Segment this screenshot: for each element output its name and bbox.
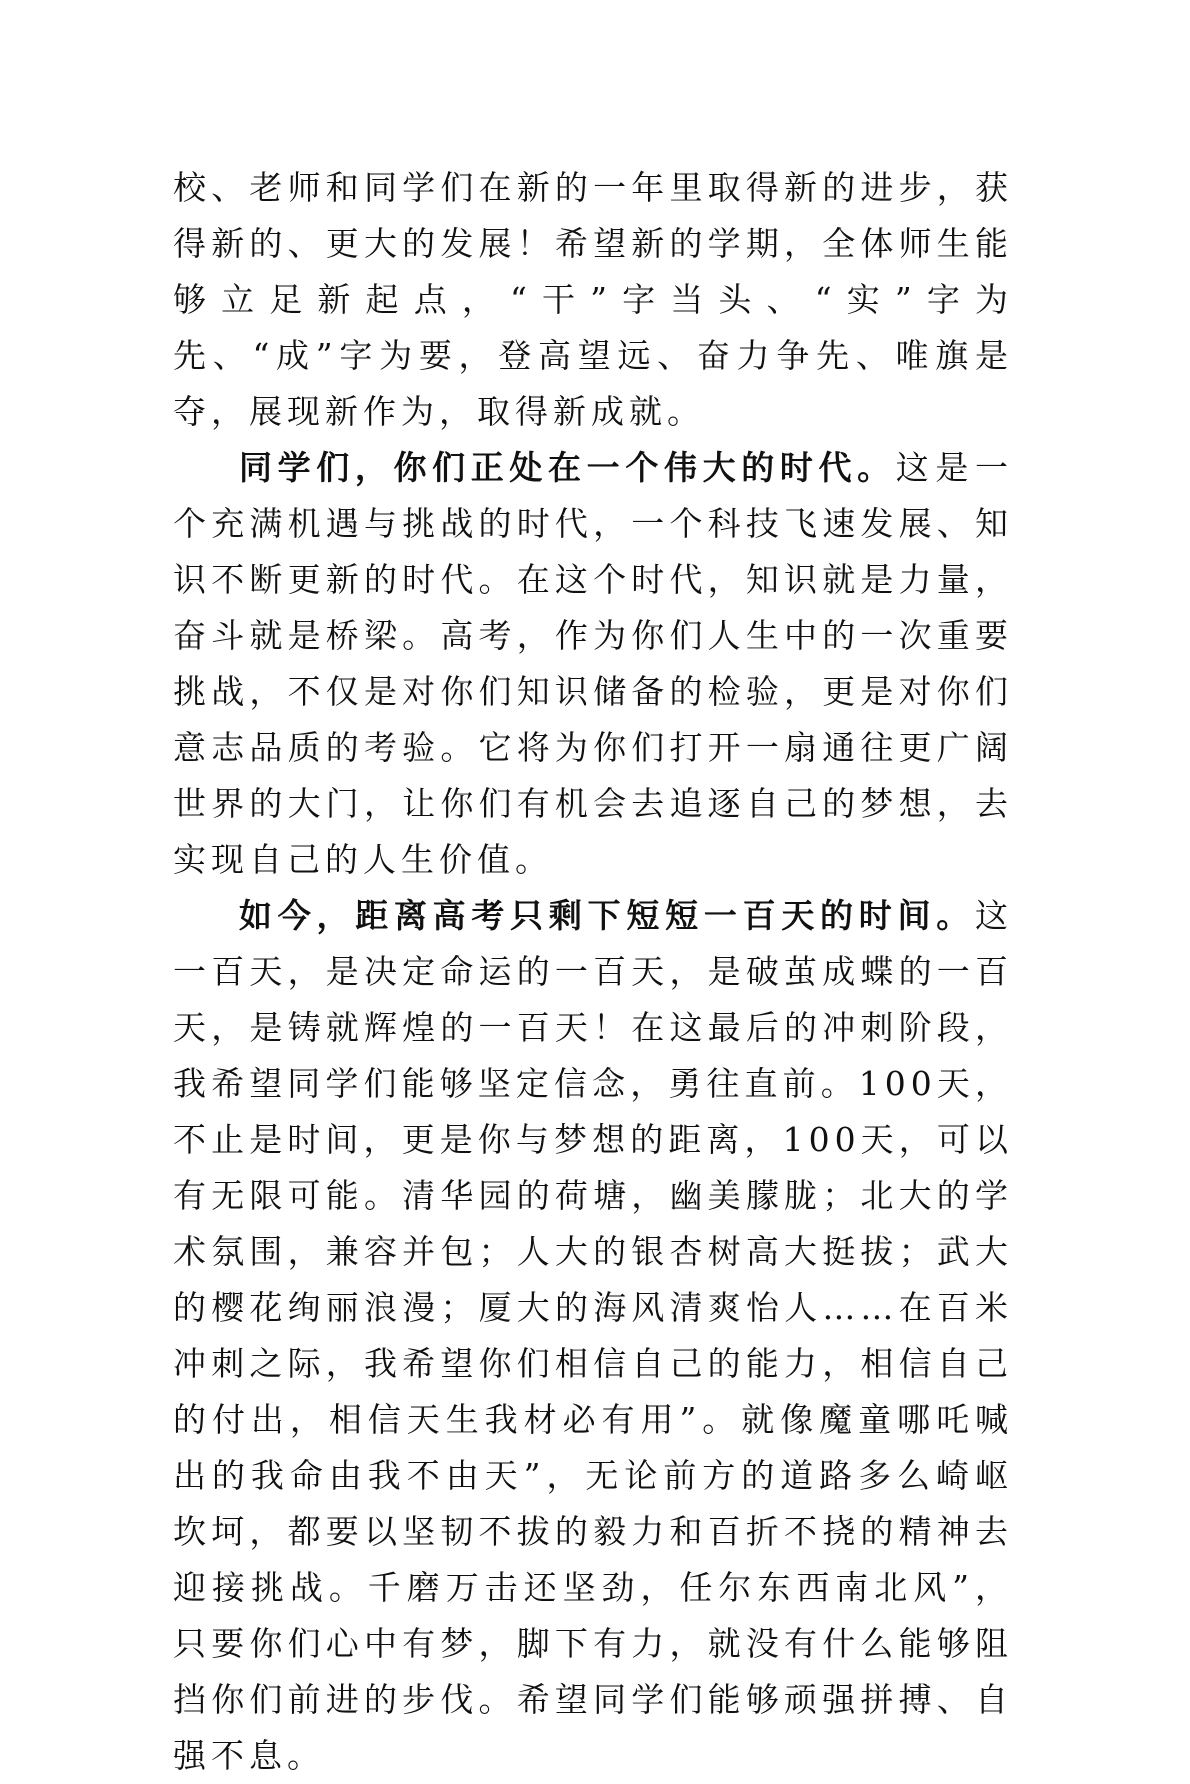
- paragraph-great-era: [173, 440, 1013, 888]
- paragraph-lead-sentence: 如今，距离高考只剩下短短一百天的时间。: [239, 896, 975, 935]
- paragraph-continuation: [173, 160, 1013, 440]
- paragraph-text: 这是一个充满机遇与挑战的时代，一个科技飞速发展、知识不断更新的时代。在这个时代，知识就是力量，奋斗就是桥梁。高考，作为你们人生中的一次重要挑战，不仅是对你们知识储备的检验，更是对你们意志品质的考验。它将为你们打开一扇通往更广阔世界的大门，让你们有机会去追逐自己的梦想，去实现自己的人生价值。: [173, 448, 1014, 879]
- paragraph-hundred-days: [173, 888, 1013, 1784]
- document-body: [173, 160, 1013, 1784]
- paragraph-text: 校、老师和同学们在新的一年里取得新的进步，获得新的、更大的发展！希望新的学期，全体师生能够立足新起点，“干”字当头、“实”字为先、“成”字为要，登高望远、奋力争先、唯旗是夺，展现新作为，取得新成就。: [173, 168, 1013, 431]
- paragraph-text: 这一百天，是决定命运的一百天，是破茧成蝶的一百天，是铸就辉煌的一百天！在这最后的冲刺阶段，我希望同学们能够坚定信念，勇往直前。100天，不止是时间，更是你与梦想的距离，100天，可以有无限可能。清华园的荷塘，幽美朦胧；北大的学术氛围，兼容并包；人大的银杏树高大挺拔；武大的樱花绚丽浪漫；厦大的海风清爽怡人……在百米冲刺之际，我希望你们相信自己的能力，相信自己的付出，相信天生我材必有用”。就像魔童哪吒喊出的我命由我不由天”，无论前方的道路多么崎岖坎坷，都要以坚韧不拔的毅力和百折不挠的精神去迎接挑战。千磨万击还坚劲，任尔东西南北风”，只要你们心中有梦，脚下有力，就没有什么能够阻挡你们前进的步伐。希望同学们能够顽强拼搏、自强不息。: [173, 896, 1013, 1775]
- paragraph-lead-sentence: 同学们，你们正处在一个伟大的时代。: [239, 448, 896, 487]
